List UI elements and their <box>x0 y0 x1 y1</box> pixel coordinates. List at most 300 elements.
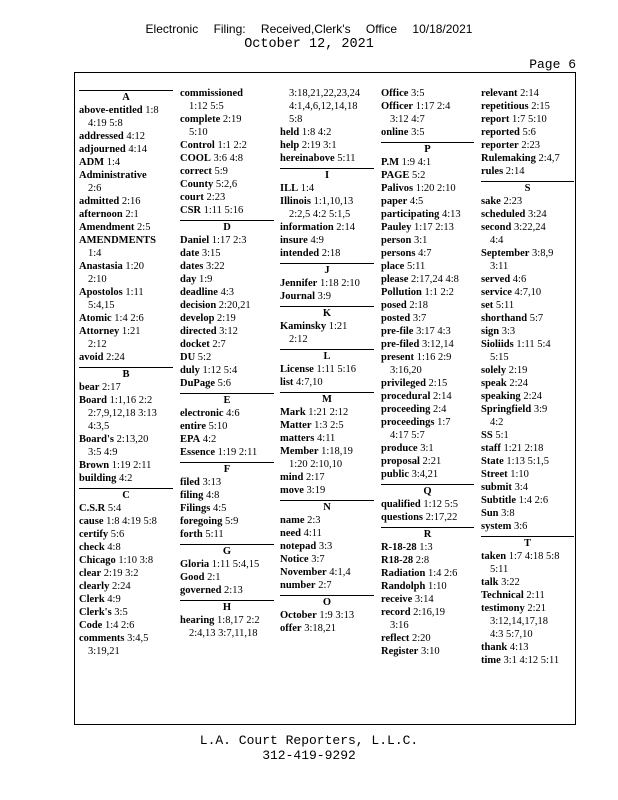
index-term: record <box>381 607 411 618</box>
index-refs: 5:6 <box>522 127 536 138</box>
section-letter: J <box>324 265 330 276</box>
index-term: Essence <box>180 447 215 458</box>
index-refs: 4:6 <box>512 274 527 285</box>
index-term: Subtitle <box>481 495 517 506</box>
index-refs: 3:22 <box>501 577 520 588</box>
index-term: Pauley <box>381 222 412 233</box>
section-letter: P <box>424 144 431 155</box>
index-term: admitted <box>79 196 120 207</box>
index-term: system <box>481 521 512 532</box>
index-refs: 3:12,14 <box>421 339 454 350</box>
index-refs: 2:21 <box>527 603 547 614</box>
index-refs: 2:23 <box>206 192 226 203</box>
index-entry <box>481 390 574 403</box>
index-entry <box>481 286 574 299</box>
index-term: building <box>79 473 117 484</box>
index-term: County <box>180 179 214 190</box>
index-refs: 3:9 <box>533 404 548 415</box>
index-entry <box>180 502 274 515</box>
index-refs: 4:7,10 <box>514 287 542 298</box>
index-entry <box>280 419 374 432</box>
index-refs: 1:3 <box>419 542 433 553</box>
section-letter: G <box>222 546 232 557</box>
index-entry <box>381 645 474 658</box>
index-refs: 5:10 <box>208 421 228 432</box>
index-refs: 2:8 <box>415 555 430 566</box>
index-term: second <box>481 222 512 233</box>
index-term: entire <box>180 421 207 432</box>
index-entry <box>381 390 474 403</box>
index-term: P.M <box>381 157 399 168</box>
index-refs-continued: 5:15 <box>490 352 509 363</box>
index-term: PAGE <box>381 170 410 181</box>
index-entry <box>180 299 274 312</box>
index-term: Pollution <box>381 287 422 298</box>
index-term: served <box>481 274 511 285</box>
index-entry <box>481 442 574 455</box>
index-entry <box>481 550 574 563</box>
index-entry <box>280 527 374 540</box>
index-entry <box>381 100 474 113</box>
index-refs: 2:23 <box>521 140 540 151</box>
section-letter: O <box>322 597 332 608</box>
index-term: forth <box>180 529 203 540</box>
index-refs: 1:21 <box>121 326 141 337</box>
index-entry <box>180 204 274 217</box>
index-entry <box>180 273 274 286</box>
section-letter: I <box>324 170 330 181</box>
index-refs-continued: 3:16,20 <box>390 365 422 376</box>
index-entry <box>481 100 574 113</box>
index-entry <box>79 312 173 325</box>
index-term: commissioned <box>180 88 243 99</box>
index-refs: 1:1 2:2 <box>424 287 454 298</box>
index-term: above-entitled <box>79 105 143 116</box>
index-refs: 2:5 <box>137 222 151 233</box>
index-term: afternoon <box>79 209 123 220</box>
index-refs: 2:19 3:2 <box>103 568 139 579</box>
index-term: proceeding <box>381 404 431 415</box>
index-term: License <box>280 364 314 375</box>
index-refs: 3:1 4:12 5:11 <box>503 655 560 666</box>
index-entry <box>481 403 574 416</box>
index-refs: 4:9 <box>310 235 324 246</box>
index-entry <box>280 320 374 333</box>
index-term: hereinabove <box>280 153 335 164</box>
index-term: posed <box>381 300 407 311</box>
index-term: Notice <box>280 554 309 565</box>
index-term: move <box>280 485 304 496</box>
index-entry <box>381 234 474 247</box>
index-refs: 2:17 <box>102 382 121 393</box>
index-refs: 4:6 <box>226 408 240 419</box>
index-entry <box>180 420 274 433</box>
index-term: cause <box>79 516 104 527</box>
index-refs: 2:15 <box>428 378 448 389</box>
index-term: notepad <box>280 541 317 552</box>
index-entry <box>381 468 474 481</box>
index-refs: 3:15 <box>201 248 221 259</box>
index-entry <box>79 130 173 143</box>
index-refs: 1:11 5:16 <box>203 205 244 216</box>
index-refs: 4:1,4 <box>329 567 351 578</box>
index-refs-continued: 2:12 <box>289 334 308 345</box>
index-entry <box>79 286 173 299</box>
index-entry <box>180 312 274 325</box>
index-entry <box>280 247 374 260</box>
index-entry <box>381 554 474 567</box>
index-refs-continued: 3:5 4:9 <box>88 447 118 458</box>
index-term: need <box>280 528 301 539</box>
index-refs: 3:5 <box>114 607 128 618</box>
index-refs: 5:7 <box>529 313 544 324</box>
index-refs: 1:12 5:5 <box>423 499 459 510</box>
index-refs: 2:14 <box>336 222 355 233</box>
index-refs: 1:9 4:1 <box>401 157 432 168</box>
index-refs: 2:18 <box>321 248 341 259</box>
index-refs: 5:2,6 <box>215 179 238 190</box>
index-term: Board <box>79 395 108 406</box>
index-entry <box>481 126 574 139</box>
index-term: Clerk <box>79 594 105 605</box>
index-refs: 3:9 <box>317 291 332 302</box>
index-entry <box>180 515 274 528</box>
index-entry <box>280 406 374 419</box>
index-refs: 1:8 4:2 <box>301 127 332 138</box>
index-term: Control <box>180 140 215 151</box>
index-entry <box>381 498 474 511</box>
index-entry <box>280 126 374 139</box>
index-term: privileged <box>381 378 426 389</box>
index-entry <box>180 139 274 152</box>
index-term: Sun <box>481 508 499 519</box>
index-term: Atomic <box>79 313 112 324</box>
index-term: reported <box>481 127 520 138</box>
index-entry <box>481 576 574 589</box>
index-entry <box>481 165 574 178</box>
index-refs: 3:6 4:8 <box>213 153 244 164</box>
index-entry <box>381 208 474 221</box>
index-entry <box>79 619 173 632</box>
index-entry <box>180 234 274 247</box>
index-term: set <box>481 300 494 311</box>
index-entry <box>180 338 274 351</box>
index-entry <box>180 377 274 390</box>
index-term: Technical <box>481 590 524 601</box>
index-term: CSR <box>180 205 202 216</box>
filing-word-4: Office <box>365 22 398 36</box>
index-term: place <box>381 261 405 272</box>
index-entry <box>481 208 574 221</box>
index-refs: 2:18 <box>409 300 428 311</box>
index-entry <box>79 606 173 619</box>
index-refs: 2:14 <box>520 88 539 99</box>
index-refs: 2:24 <box>106 352 125 363</box>
index-entry <box>280 609 374 622</box>
transcript-date: October 12, 2021 <box>244 37 374 52</box>
index-refs: 2:19 <box>508 365 528 376</box>
index-entry <box>481 325 574 338</box>
index-refs: 3:7 <box>412 313 427 324</box>
index-refs: 1:8 <box>145 105 159 116</box>
index-refs: 2:3 <box>307 515 321 526</box>
index-entry <box>381 416 474 429</box>
index-refs: 3:4,21 <box>411 469 439 480</box>
footer-phone: 312-419-9292 <box>262 748 356 763</box>
index-refs: 4:13 <box>509 642 529 653</box>
index-term: receive <box>381 594 413 605</box>
index-refs: 2:19 <box>217 313 236 324</box>
index-refs: 1:4 <box>300 183 315 194</box>
index-entry <box>381 511 474 524</box>
index-refs-continued: 3:12,14,17,18 <box>490 616 549 627</box>
index-entry <box>381 351 474 364</box>
index-refs: 3:1 <box>413 235 428 246</box>
index-entry <box>280 182 374 195</box>
index-entry <box>481 312 574 325</box>
index-entry <box>481 113 574 126</box>
index-refs: 3:5 <box>411 88 425 99</box>
index-term: Rulemaking <box>481 153 536 164</box>
index-refs: 4:8 <box>107 542 121 553</box>
index-refs: 4:7,10 <box>296 377 323 388</box>
section-letter: N <box>323 502 331 513</box>
index-refs: 2:16,19 <box>413 607 445 618</box>
index-term: reflect <box>381 633 410 644</box>
index-term: online <box>381 127 409 138</box>
index-refs: 2:19 <box>222 114 242 125</box>
index-term: Brown <box>79 460 110 471</box>
index-entry <box>481 468 574 481</box>
index-refs-continued: 5:11 <box>490 564 509 575</box>
filing-word-1: Electronic <box>145 22 199 36</box>
index-term: posted <box>381 313 411 324</box>
index-refs: 1:1,10,13 <box>313 196 354 207</box>
filing-word-2: Filing: <box>213 22 246 36</box>
index-entry <box>481 338 574 351</box>
index-term: Administrative <box>79 170 147 181</box>
index-refs: 3:24 <box>527 209 547 220</box>
word-index-box <box>74 72 576 725</box>
index-term: intended <box>280 248 320 259</box>
index-entry <box>381 541 474 554</box>
section-letter: K <box>322 308 332 319</box>
index-refs: 5:11 <box>495 300 515 311</box>
index-refs: 1:9 <box>198 274 213 285</box>
index-term: SS <box>481 430 493 441</box>
index-refs: 1:7 4:18 5:8 <box>508 551 560 562</box>
index-term: mind <box>280 472 304 483</box>
index-entry <box>381 182 474 195</box>
index-refs: 1:18 2:10 <box>319 278 360 289</box>
index-refs: 2:20 <box>412 633 431 644</box>
index-term: Randolph <box>381 581 426 592</box>
index-refs: 1:7 5:10 <box>512 114 547 125</box>
index-refs: 3:3 <box>501 326 516 337</box>
index-term: clearly <box>79 581 110 592</box>
section-letter: D <box>223 222 231 233</box>
index-refs: 1:11 5:4 <box>516 339 551 350</box>
index-refs: 3:4,5 <box>127 633 149 644</box>
index-entry <box>481 494 574 507</box>
index-column-4 <box>381 87 474 658</box>
index-refs: 4:8 <box>205 490 220 501</box>
index-refs: 1:8 4:19 5:8 <box>106 516 157 527</box>
index-refs: 2:17,22 <box>425 512 458 523</box>
index-entry <box>180 489 274 502</box>
index-refs: 4:12 <box>126 131 146 142</box>
index-term: Sioliids <box>481 339 514 350</box>
index-term: directed <box>180 326 217 337</box>
index-refs: 4:5 <box>212 503 227 514</box>
index-entry <box>79 208 173 221</box>
index-entry <box>481 152 574 165</box>
index-entry <box>381 299 474 312</box>
index-refs: 1:16 2:9 <box>416 352 452 363</box>
index-refs: 5:2 <box>412 170 426 181</box>
index-term: produce <box>381 443 418 454</box>
index-refs-continued: 1:4 <box>88 248 102 259</box>
index-refs: 1:18,19 <box>321 446 353 457</box>
index-refs: 1:13 5:1,5 <box>506 456 549 467</box>
index-entry <box>180 247 274 260</box>
index-entry <box>381 312 474 325</box>
index-entry <box>381 126 474 139</box>
index-term: list <box>280 377 294 388</box>
index-refs: 3:3 <box>318 541 333 552</box>
index-refs: 5:9 <box>225 516 239 527</box>
index-term: Journal <box>280 291 316 302</box>
index-entry <box>180 351 274 364</box>
index-refs: 4:11 <box>303 528 322 539</box>
index-refs: 1:10 <box>427 581 447 592</box>
index-entry <box>79 156 173 169</box>
section-letter: L <box>323 351 331 362</box>
index-term: clear <box>79 568 102 579</box>
index-term: information <box>280 222 334 233</box>
index-entry <box>280 514 374 527</box>
index-refs-continued: 2:6 <box>88 183 102 194</box>
index-term: present <box>381 352 415 363</box>
index-refs-continued: 3:18,21,22,23,24 <box>289 88 361 99</box>
index-entry <box>180 407 274 420</box>
index-entry <box>280 221 374 234</box>
index-refs-continued: 2:10 <box>88 274 107 285</box>
index-term: Daniel <box>180 235 210 246</box>
index-refs: 4:2 <box>202 434 217 445</box>
index-refs: 1:20 2:10 <box>415 183 456 194</box>
index-term: filed <box>180 477 200 488</box>
index-term: DU <box>180 352 196 363</box>
index-refs-continued: 2:7,9,12,18 3:13 <box>88 408 157 419</box>
index-refs-continued: 3:16 <box>390 620 409 631</box>
index-refs: 1:19 2:11 <box>217 447 258 458</box>
index-refs: 5:11 <box>406 261 426 272</box>
index-entry <box>280 376 374 389</box>
index-refs-continued: 2:2,5 4:2 5:1,5 <box>289 209 351 220</box>
index-term: shorthand <box>481 313 528 324</box>
index-entry <box>481 299 574 312</box>
index-refs: 1:1 2:2 <box>217 140 247 151</box>
index-term: scheduled <box>481 209 526 220</box>
index-entry <box>481 377 574 390</box>
index-term: correct <box>180 166 212 177</box>
index-refs: 1:11 5:4,15 <box>211 559 260 570</box>
index-refs-continued: 1:20 2:10,10 <box>289 459 343 470</box>
index-refs-continued: 3:19,21 <box>88 646 120 657</box>
index-entry <box>381 156 474 169</box>
index-term: report <box>481 114 510 125</box>
index-refs: 3:22 <box>205 261 225 272</box>
index-entry <box>381 567 474 580</box>
index-refs: 3:8 <box>501 508 515 519</box>
index-term: qualified <box>381 499 421 510</box>
index-column-5 <box>481 87 574 667</box>
index-term: complete <box>180 114 221 125</box>
index-entry <box>180 558 274 571</box>
index-entry <box>79 325 173 338</box>
index-entry <box>79 528 173 541</box>
filing-date: 10/18/2021 <box>412 22 473 36</box>
index-entry <box>381 286 474 299</box>
index-refs: 2:17 <box>305 472 325 483</box>
section-letter: S <box>524 183 531 194</box>
index-refs: 1:12 5:4 <box>202 365 238 376</box>
index-term: foregoing <box>180 516 223 527</box>
index-term: participating <box>381 209 440 220</box>
index-entry <box>280 195 374 208</box>
index-refs: 3:5 <box>411 127 425 138</box>
index-term: please <box>381 274 409 285</box>
index-entry <box>481 139 574 152</box>
index-entry <box>79 567 173 580</box>
index-refs: 1:11 <box>125 287 144 298</box>
index-term: adjourned <box>79 144 126 155</box>
index-refs: 3:22,24 <box>513 222 546 233</box>
index-refs-continued: 5:10 <box>189 127 208 138</box>
index-term: deadline <box>180 287 218 298</box>
index-refs: 4:2 <box>119 473 133 484</box>
index-term: sake <box>481 196 501 207</box>
index-refs: 2:24 <box>509 378 528 389</box>
index-entry <box>280 445 374 458</box>
index-refs: 1:21 <box>328 321 348 332</box>
index-entry <box>79 234 173 247</box>
index-refs: 2:14 <box>433 391 452 402</box>
index-term: Filings <box>180 503 211 514</box>
index-refs-continued: 4:1,4,6,12,14,18 <box>289 101 358 112</box>
index-term: governed <box>180 585 222 596</box>
index-refs: 2:4,7 <box>538 153 560 164</box>
index-term: Code <box>79 620 103 631</box>
index-refs: 5:11 <box>337 153 356 164</box>
index-refs: 2:14 <box>505 166 525 177</box>
index-entry <box>79 502 173 515</box>
index-term: repetitious <box>481 101 529 112</box>
index-term: filing <box>180 490 204 501</box>
index-term: comments <box>79 633 125 644</box>
index-entry <box>79 632 173 645</box>
index-column-2 <box>180 87 274 640</box>
section-letter: R <box>423 529 432 540</box>
index-term: public <box>381 469 410 480</box>
index-refs-continued: 3:12 4:7 <box>390 114 425 125</box>
index-term: Anastasia <box>79 261 123 272</box>
index-refs: 3:8,9 <box>532 248 554 259</box>
index-term: AMENDMENTS <box>79 235 157 246</box>
index-term: DuPage <box>180 378 215 389</box>
index-term: check <box>79 542 105 553</box>
